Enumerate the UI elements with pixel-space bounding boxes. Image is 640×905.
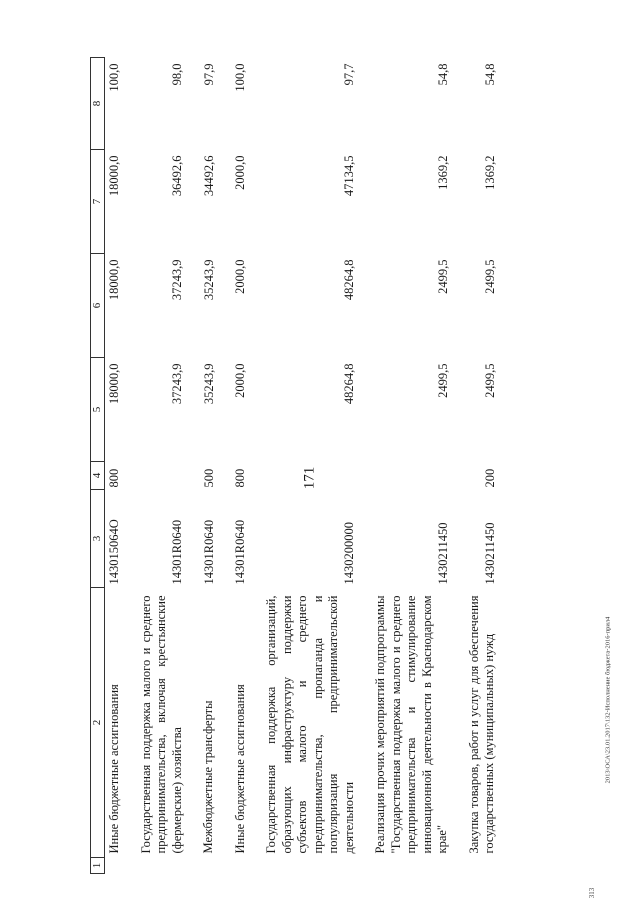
page-number: 171: [301, 466, 318, 490]
rotated-table-area: [90, 58, 590, 874]
table-row: [105, 58, 125, 874]
header-cell: 6: [91, 254, 105, 358]
table-header-row: [91, 58, 105, 874]
row-value-6: 2499,5: [435, 259, 450, 294]
row-value-5: 18000,0: [107, 363, 121, 405]
row-code: 1430211450: [435, 522, 450, 585]
row-value-5: 2000,0: [233, 363, 247, 398]
row-expense-type: 500: [201, 468, 216, 488]
table-row: [250, 58, 359, 874]
row-expense-type: 800: [107, 468, 121, 488]
row-value-5: 2499,5: [435, 363, 450, 398]
row-value-7: 2000,0: [233, 155, 247, 190]
row-code: 1430200000: [342, 522, 356, 585]
row-description: Межбюджетные трансферты: [201, 700, 215, 854]
header-cell: 3: [91, 490, 105, 588]
table-row: [219, 58, 251, 874]
row-value-8: 97,9: [201, 63, 216, 86]
row-description: Иные бюджетные ассигнования: [107, 684, 121, 854]
table-row: [453, 58, 500, 874]
footer-code: 2013\ОСА\23.01.2017\132-Исполнение бюджета-2016-прил4: [604, 616, 612, 784]
budget-table: [90, 57, 500, 874]
row-description: Государственная поддержка организаций, образующих инфраструктуру поддержки субъектов малого и среднего предпринимательства, пропаганда и популяризация предпринимательской деятельности: [264, 595, 356, 854]
row-code: 14301R0640: [233, 519, 247, 585]
row-value-7: 1369,2: [482, 155, 497, 190]
row-number: [187, 858, 219, 874]
row-value-6: 48264,8: [342, 259, 356, 301]
row-value-6: 35243,9: [201, 259, 216, 301]
row-value-8: 100,0: [233, 63, 247, 92]
row-value-7: 1369,2: [435, 155, 450, 190]
row-number: [359, 858, 453, 874]
row-value-7: 36492,6: [170, 155, 184, 197]
row-code: 143015064О: [107, 519, 121, 585]
row-value-7: 18000,0: [107, 155, 121, 197]
row-number: [219, 858, 251, 874]
row-code: 14301R0640: [170, 519, 184, 585]
margin-mark: 313: [588, 887, 596, 899]
row-value-6: 37243,9: [170, 259, 184, 301]
row-description: Государственная поддержка малого и среднего предпринимательства, включая крестьянские (фермерские) хозяйства: [138, 595, 184, 854]
row-number: [453, 858, 500, 874]
row-description: Реализация прочих мероприятий подпрограммы "Государственная поддержка малого и среднего предпринимательства и стимулирование инновационной деятельности в Краснодарском крае": [373, 595, 449, 854]
row-code: 1430211450: [482, 522, 497, 585]
rotated-table-wrapper: [90, 58, 590, 874]
row-value-8: 100,0: [107, 63, 121, 92]
row-value-6: 2499,5: [482, 259, 497, 294]
row-value-8: 54,8: [482, 63, 497, 86]
row-value-6: 18000,0: [107, 259, 121, 301]
row-value-6: 2000,0: [233, 259, 247, 294]
header-cell: 5: [91, 358, 105, 462]
row-value-5: 48264,8: [342, 363, 356, 405]
row-value-8: 98,0: [170, 63, 184, 86]
row-value-7: 47134,5: [342, 155, 356, 197]
row-expense-type: [250, 462, 359, 490]
row-value-7: 34492,6: [201, 155, 216, 197]
row-description: Закупка товаров, работ и услуг для обеспечения государственных (муниципальных) нужд: [466, 595, 496, 854]
row-code: 14301R0640: [201, 519, 216, 585]
table-row: [359, 58, 453, 874]
row-expense-type: [359, 462, 453, 490]
row-description: Иные бюджетные ассигнования: [232, 684, 247, 854]
table-row: [187, 58, 219, 874]
row-number: [105, 858, 125, 874]
row-value-8: 97,7: [342, 63, 356, 86]
row-expense-type: 800: [233, 468, 247, 488]
row-expense-type: 200: [482, 468, 497, 488]
row-number: [250, 858, 359, 874]
header-cell: 4: [91, 462, 105, 490]
row-value-5: 37243,9: [170, 363, 184, 405]
row-value-8: 54,8: [435, 63, 450, 86]
table-row: [125, 58, 188, 874]
row-value-5: 2499,5: [482, 363, 497, 398]
row-expense-type: [125, 462, 188, 490]
header-cell: 7: [91, 150, 105, 254]
header-cell: 1: [91, 858, 105, 874]
header-cell: 2: [91, 588, 105, 858]
row-number: [125, 858, 188, 874]
header-cell: 8: [91, 58, 105, 150]
row-value-5: 35243,9: [201, 363, 216, 405]
